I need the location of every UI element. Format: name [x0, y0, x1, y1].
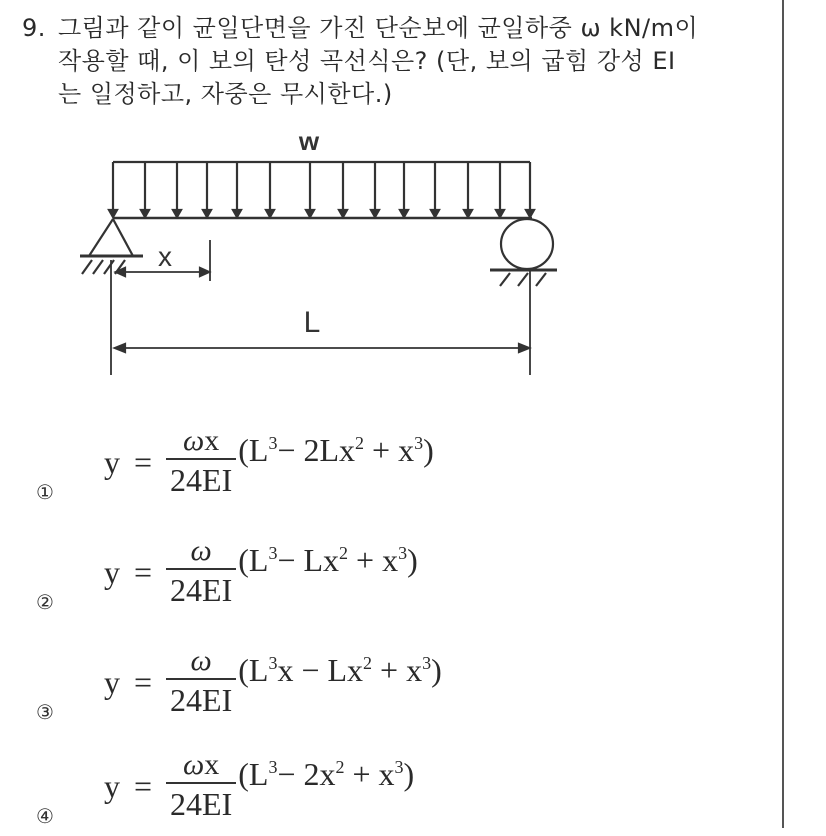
choice-marker: ①: [36, 480, 54, 504]
load-label: w: [298, 126, 320, 156]
choice-4[interactable]: [36, 736, 596, 836]
span-dimension-arrow: [115, 344, 529, 352]
question-line-3: 는 일정하고, 자중은 무시한다.): [58, 80, 393, 108]
question-number: 9.: [22, 14, 46, 42]
distributed-load-arrows: [109, 162, 534, 217]
fraction: $\frac{\omega x}{24EI}$: [166, 748, 236, 824]
choice-1[interactable]: [36, 412, 596, 512]
fraction: $\frac{\omega}{24EI}$: [166, 534, 236, 610]
fraction: $\frac{\omega}{24EI}$: [166, 644, 236, 720]
page-right-border: [782, 0, 784, 828]
equation: y = $\frac{\omega}{24EI}$ $(L^3- Lx^2 + x^3)$: [104, 534, 418, 608]
beam-diagram: [70, 120, 570, 380]
choice-marker: ③: [36, 700, 54, 724]
question-line-1: 9. 그림과 같이 균일단면을 가진 단순보에 균일하중 ω kN/m이: [22, 12, 762, 45]
fraction: $\frac{\omega x}{24EI}$: [166, 424, 236, 500]
choice-3[interactable]: [36, 632, 596, 732]
roller-support-icon: [490, 219, 557, 286]
choice-marker: ②: [36, 590, 54, 614]
equation: y = $\frac{\omega x}{24EI}$ $(L^3- 2x^2 + x^3)$: [104, 748, 415, 822]
question-line-2: 작용할 때, 이 보의 탄성 곡선식은? (단, 보의 굽힘 강성 EI: [58, 47, 676, 75]
choice-marker: ④: [36, 804, 54, 828]
question-text: [22, 12, 762, 111]
choice-2[interactable]: [36, 522, 596, 622]
equation: y = $\frac{\omega x}{24EI}$ $(L^3- 2Lx^2 + x^3)$: [104, 424, 434, 498]
distance-label: x: [158, 241, 172, 272]
span-label: L: [303, 306, 321, 339]
equation: y = $\frac{\omega}{24EI}$ $(L^3x - Lx^2 + x^3)$: [104, 644, 442, 718]
